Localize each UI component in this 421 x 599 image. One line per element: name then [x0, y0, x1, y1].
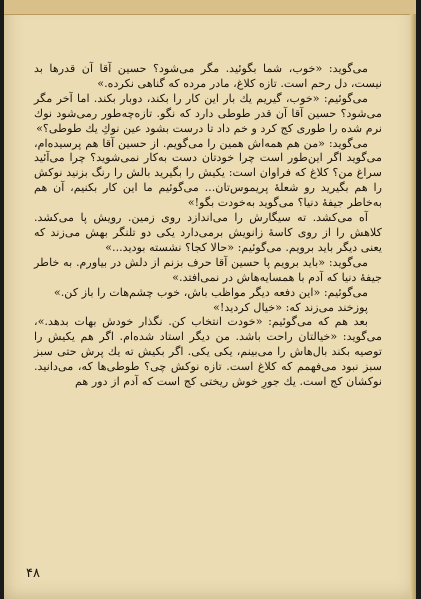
paragraph: می‌گوید: «خوب، شما بگوئید. مگر می‌شود؟ حسین آقا آن قدرها بد نیست، دل رحم است. تازه کلاغ، مادر مرده که گناهی نکرده.»: [34, 62, 382, 90]
book-page: [4, 0, 416, 599]
paragraph: پوزخند می‌زند که: «خیال کردید!»: [213, 300, 368, 314]
paragraph: می‌گوئیم: «این دفعه دیگر مواظب باش، خوب چشم‌هات را باز کن.»: [53, 285, 368, 299]
paragraph: می‌گوید: «من هم همه‌اش همین را می‌گویم. از حسین آقا هم پرسیده‌ام، می‌گوید اگر این‌طور است چرا خودتان دست به‌کار نمی‌شوید؟ چرا می‌آئید سراغ من؟ کلاغ که فراوان است: یکیش را بگیرید بالش را رنگ بزنید نوکش را هم بگیرید رو شعلهٔ پریموس‌تان... می‌گوئیم ما این کار بکنیم، آن هم به‌خاطر جیفهٔ دنیا؟ می‌گوید به‌خودت بگو!»: [34, 136, 382, 210]
page-top-edge: [4, 0, 416, 15]
page-number: ۴۸: [26, 566, 40, 581]
page-right-edge: [410, 14, 416, 599]
paragraph: بعد هم که می‌گوئیم: «خودت انتخاب کن. نگذار خودش بهات بدهد.»، می‌گوید: «خیالتان راحت باشد. من دیگر استاد شده‌ام. اگر هم یکیش را توصیه بکند بال‌هاش را می‌بینم، یکی یکی. اگر بکیش ته یك پرش حتی سبز سبز نبود می‌فهمم که کلاغ است. تازه نوکش چی؟ طوطی‌ها که، می‌دانید. نوکشان کج است. یك جورِ خوش ریختی کج است که آدم از دور هم: [34, 315, 382, 389]
paragraph: می‌گوئیم: «خوب، گیریم یك بار این کار را بکند، دوبار بکند. اما آخر مگر می‌شود؟ حسین آقا آن قدر طوطی دارد که نگو. تازه‌چه‌طور رمی‌شود نوك‌ نرم شده را طوری کج کرد و خم داد تا درست بشود عین نوكِ یك طوطی؟»: [34, 91, 382, 135]
body-text: [34, 62, 382, 390]
paragraph: می‌گوید: «باید برویم پا حسین آقا حرف بزنم از دلش در بیاورم. به خاطر جیفهٔ دنیا که آدم با همسایه‌هاش در نمی‌افتد.»: [34, 255, 382, 284]
paragraph: آه می‌کشد. ته سیگارش را می‌اندازد روی زمین. رویش پا می‌کشد. کلاهش را از روی کاسهٔ زانویش برمی‌دارد یکی دو تلنگر بهش می‌زند که یعنی دیگر باید برویم. می‌گوئیم: «حالا کجا؟ نشسته بودید...»: [34, 211, 382, 254]
